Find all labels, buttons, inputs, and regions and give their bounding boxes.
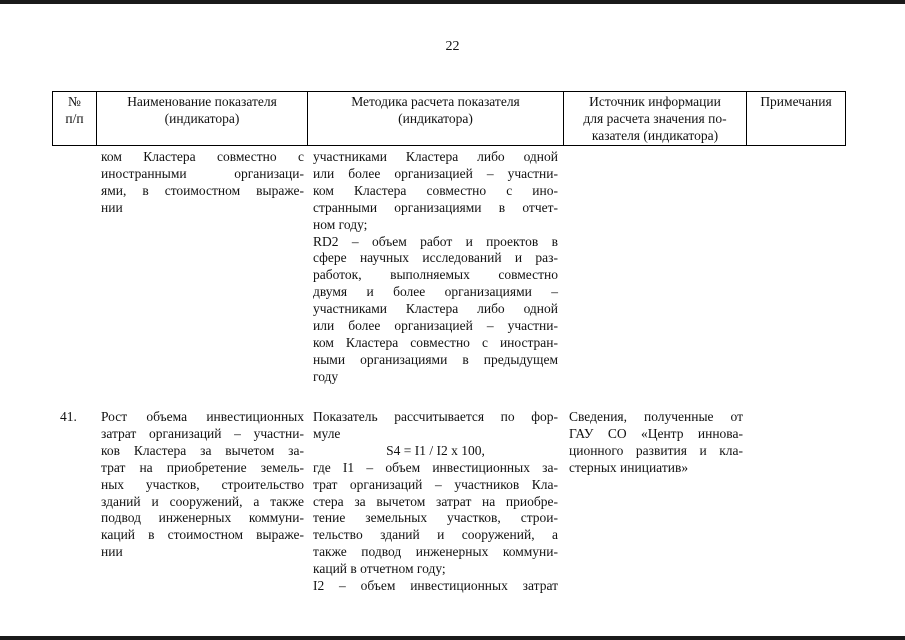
header-line: Методика расчета показателя [351, 94, 520, 109]
continuation-indicator-name [101, 149, 304, 217]
row-41-information-source [569, 409, 743, 477]
text-line: участниками Кластера либо одной [313, 301, 558, 317]
header-indicator-name [97, 93, 307, 127]
text-line: I2 – объем инвестиционных затрат [313, 578, 558, 594]
text-line: работок, выполняемых совместно [313, 267, 558, 283]
text-line: сфере научных исследований и раз- [313, 250, 558, 266]
text-line: тельство зданий и сооружений, а [313, 527, 558, 543]
text-line: нии [101, 544, 123, 560]
header-line: (индикатора) [164, 111, 240, 126]
text-line: ком Кластера совместно с ино- [313, 182, 558, 198]
header-line: казателя (индикатора) [591, 128, 719, 143]
text-line: каций в стоимостном выраже- [101, 527, 304, 543]
text-line: каций в отчетном году; [313, 561, 446, 577]
header-calculation-method [308, 93, 563, 127]
text-line: ном году; [313, 216, 368, 232]
text-line: трат организаций – участников Кла- [313, 476, 558, 492]
text-line: или более организацией – участни- [313, 318, 558, 334]
continuation-calculation-method [313, 149, 558, 386]
text-line: затрат организаций – участни- [101, 425, 304, 441]
header-line: п/п [65, 111, 84, 126]
text-line: ными организациями в предыдущем [313, 351, 558, 367]
text-line: RD2 – объем работ и проектов в [313, 233, 558, 249]
formula-line: S4 = I1 / I2 х 100, [386, 442, 485, 458]
header-number [53, 93, 96, 127]
scan-top-edge [0, 0, 905, 4]
text-line: где I1 – объем инвестиционных за- [313, 459, 558, 475]
header-line: Источник информации [589, 94, 721, 109]
header-line: (индикатора) [398, 111, 473, 126]
text-line: или более организацией – участни- [313, 165, 558, 181]
text-line: ГАУ СО «Центр иннова- [569, 425, 743, 441]
text-line: Рост объема инвестиционных [101, 409, 304, 424]
row-41-number [60, 409, 94, 426]
text-line: ков Кластера за вычетом за- [101, 442, 304, 458]
text-line: подвод инженерных коммуни- [101, 510, 304, 526]
text-line: ком Кластера совместно с иностран- [313, 334, 558, 350]
text-line: стерных инициатив» [569, 459, 689, 475]
row-41-calculation-method [313, 409, 558, 595]
row-41-indicator-name [101, 409, 304, 561]
text-line: иностранными организаци- [101, 165, 304, 181]
text-line: стера за вычетом затрат на приобре- [313, 493, 558, 509]
header-line: Примечания [760, 94, 832, 109]
text-line: нии [101, 199, 123, 215]
text-line: ных участков, строительство [101, 476, 304, 492]
header-line: Наименование показателя [127, 94, 277, 109]
header-notes [747, 93, 845, 110]
text-line: Сведения, полученные от [569, 409, 743, 424]
text-line: ционного развития и кла- [569, 442, 743, 458]
header-information-source [564, 93, 746, 144]
text-line: тение земельных участков, строи- [313, 510, 558, 526]
text-line: ями, в стоимостном выраже- [101, 182, 304, 198]
text-line: также подвод инженерных коммуни- [313, 544, 558, 560]
text-line: участниками Кластера либо одной [313, 149, 558, 164]
header-line: № [68, 94, 81, 109]
text-line: странными организациями в отчет- [313, 199, 558, 215]
row-number-text: 41. [60, 409, 77, 424]
table-top-border [52, 91, 846, 92]
text-line: трат на приобретение земель- [101, 459, 304, 475]
text-line: ком Кластера совместно с [101, 149, 304, 164]
header-line: для расчета значения по- [583, 111, 727, 126]
table-right-border [845, 91, 846, 146]
text-line: муле [313, 425, 341, 441]
text-line: году [313, 368, 339, 384]
text-line: двумя и более организациями – [313, 284, 558, 300]
table-header-bottom-border [52, 145, 846, 146]
text-line: зданий и сооружений, а также [101, 493, 304, 509]
scan-bottom-edge [0, 636, 905, 640]
text-line: Показатель рассчитывается по фор- [313, 409, 558, 424]
page-number: 22 [445, 39, 460, 54]
